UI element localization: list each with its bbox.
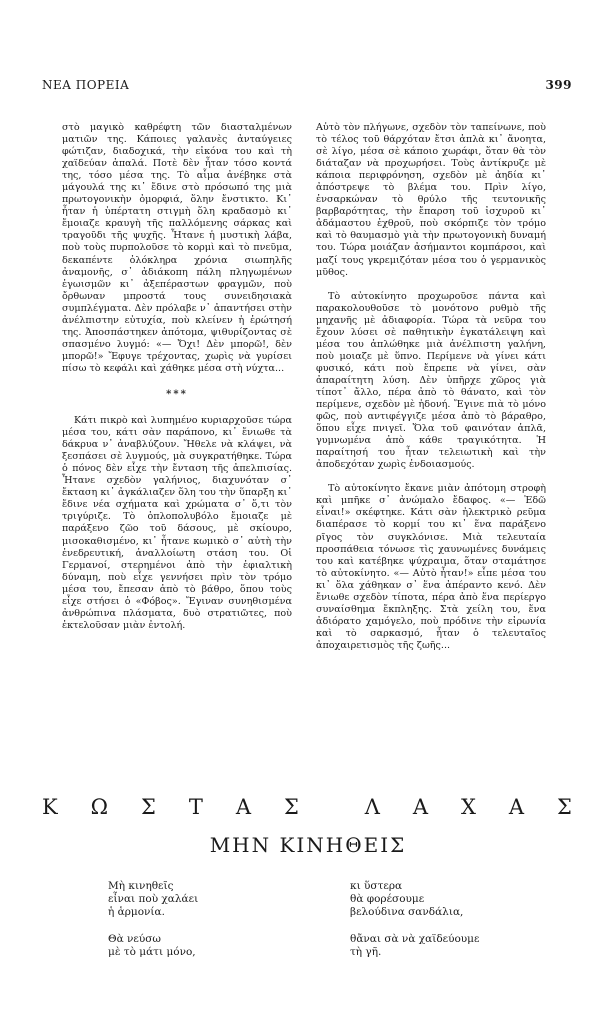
author-letter: Λ xyxy=(364,795,380,819)
verse-line: Θὰ νεύσω xyxy=(108,933,161,945)
left-column xyxy=(62,122,292,632)
poem-author xyxy=(42,795,572,819)
poem-title: ΜΗΝ ΚΙΝΗΘΕΙΣ xyxy=(209,833,407,857)
verse-line: τὴ γῆ. xyxy=(350,946,382,958)
author-letter: Σ xyxy=(283,795,299,819)
author-letter: Σ xyxy=(556,795,572,819)
author-letter: Α xyxy=(235,795,251,819)
verse-line: Μὴ κινηθεῖς xyxy=(108,880,174,892)
journal-title: ΝΕΑ ΠΟΡΕΙΑ xyxy=(42,78,130,92)
section-separator: *** xyxy=(166,388,188,400)
author-letter: Α xyxy=(412,795,428,819)
paragraph: Τὸ αὐτοκίνητο προχωροῦσε πάντα καὶ παρακολουθοῦσε τὸ μονότονο ρυθμὸ τῆς μηχανῆς μὲ ἀδιαφορία. Τώρα τὰ νεῦρα του ἔχουν λύσει σὲ παθητικὴν ἐγκατάλειψη καὶ μέσα του ἁπλώθηκε μιὰ ἀνέλπιστη γαλήνη, ποὺ μοιαζε μὲ ὕπνο. Περίμενε νὰ γίνει κάτι φυσικό, κάτι ποὺ ἔπρεπε νὰ γίνει, σὰν ἀπαραίτητη λύση. Δὲν ὑπῆρχε χῶρος γιὰ τίποτ᾽ ἄλλο, πέρα ἀπὸ τὸ θάνατο, καὶ τὸν περίμενε, σχεδὸν μὲ ἡδονή. Ἔγινε πιὰ τὸ μόνο φῶς, ποὺ αντιφέγγιζε μέσα ἀπὸ τὸ βάραθρο, ὅπου εἶχε πνιγεῖ. Ὅλα τοῦ φαινόταν ἁπλᾶ, γυμνωμένα ἀπὸ κάθε τραγικότητα. Ἡ παραίτησή του ἦταν τελειωτικὴ καὶ τὴν ἀποδεχόταν χωρὶς ἐνδοιασμούς. xyxy=(316,290,546,471)
verse-line: ἡ ἁρμονία. xyxy=(108,906,165,918)
paragraph: στὸ μαγικὸ καθρέφτη τῶν διασταλμένων ματιῶν της. Κάποιες γαλανὲς ἀνταύγειες φώτιζαν, διαδοχικά, τὴν εἰκόνα του καὶ τὴ χαϊδεύαν ἁπαλά. Ποτὲ δὲν ἦταν τόσο κοντά της, τόσο μέσα της. Τὸ αἷμα ἀνέβηκε στὰ μάγουλά της κι᾽ ἔδινε στὸ πρόσωπό της μιὰ πρωτογονικὴν ὀμορφιά, ὅλην ἔνστικτο. Κι᾽ ἦταν ἡ ὑπέρτατη στιγμὴ ὅλη κραδασμὸ κι᾽ ἔμοιαζε κραυγὴ τῆς παλλόμενης σάρκας καὶ τραγοῦδι τῆς ψυχῆς. Ἦτανε ἡ μυστικὴ λάβα, ποὺ τοὺς πυρπολοῦσε τὸ κορμὶ καὶ τὸ πνεῦμα, δεκαπέντε ὁλόκληρα χρόνια σιωπηλῆς ἀναμονῆς, σ᾽ ἀδιάκοπη πάλη πληγωμένων ἐγωισμῶν κι᾽ ἀξεπέραστων φραγμῶν, ποὺ ὄρθωναν μπροστά τους συνειδησιακὰ συμπλέγματα. Δὲν πρόλαβε ν᾽ ἀπαντήσει στὴν ἀνέλπιστην εὐτυχία, ποὺ κλείνεν ἡ ἐρώτησή της. Ἀποσπάστηκεν ἀπότομα, ψιθυρίζοντας σὲ σπασμένο λυγμό: «— Ὄχι! Δὲν μπορῶ!, δὲν μπορῶ!» Ἔφυγε τρέχοντας, χωρὶς νὰ γυρίσει πίσω τὸ κεφάλι καὶ χάθηκε μέσα στὴ νύχτα... xyxy=(62,122,292,374)
author-letter: Α xyxy=(508,795,525,819)
paragraph: Αὐτὸ τὸν πλήγωνε, σχεδὸν τὸν ταπείνωνε, ποὺ τὸ τέλος τοῦ θάρχόταν ἔτσι ἁπλὰ κι᾽ ἄνοητα, σὲ λίγο, μέσα σὲ κάποιο χωράφι, ὅταν θὰ τὸν διάταζαν νὰ προχωρήσει. Τοὺς ἀντίκρυζε μὲ κάποια περιφρόνηση, σχεδὸν μὲ ἀηδία κι᾽ ἀπόστρεψε τὸ βλέμα του. Πρὶν λίγο, ἐνσαρκώναν τὸ θρύλο τῆς τευτονικῆς βαρβαρότητας, τὴν ἔπαρση τοῦ ἰσχυροῦ κι᾽ ἀδάμαστου ἐχθροῦ, ποὺ σκόρπιζε τὸν τρόμο καὶ τὸ θαυμασμὸ γιὰ τὴν πρωτογονικὴ δυναμή του. Τώρα μοιάζαν ἀσήμαντοι κομπάρσοι, καὶ μαζί τους γκρεμιζόταν μέσα του ὁ γερμανικὸς μῦθος. xyxy=(316,122,546,278)
stanza xyxy=(350,880,479,919)
verse-line: θὰ φορέσουμε xyxy=(350,893,425,905)
verse-line: μὲ τὸ μάτι μόνο, xyxy=(108,946,196,958)
author-letter: Χ xyxy=(460,795,476,819)
stanza xyxy=(108,933,198,959)
verse-line: κι ὕστερα xyxy=(350,880,403,892)
author-letter: Σ xyxy=(141,795,156,819)
author-letter: Τ xyxy=(188,795,203,819)
page-number: 399 xyxy=(545,78,572,92)
poem-right-column xyxy=(350,880,479,959)
paragraph: Κάτι πικρὸ καὶ λυπημένο κυριαρχοῦσε τώρα μέσα του, κάτι σὰν παράπονο, κι᾽ ἔνιωθε τὰ δάκρυα ν᾽ ἀναβλύζουν. Ἤθελε νὰ κλάψει, νὰ ξεσπάσει σὲ λυγμούς, μὰ συγκρατήθηκε. Τώρα ὁ πόνος δὲν εἶχε τὴν ἔνταση τῆς ἀπελπισίας. Ἦτανε σχεδὸν γαλήνιος, διαχυνόταν σ᾽ ἔκταση κι᾽ ἀγκάλιαζεν ὅλη του τὴν ὕπαρξη κι᾽ ἔδινε νέα σχήματα καὶ χρώματα σ᾽ ὅ,τι τὸν τριγύριζε. Τὸ ὁπλοπολυβόλο ἔμοιαζε μὲ παράξενο ζῶο τοῦ δάσους, μὲ σκίουρο, μισοκαθισμένο, κι᾽ ἦτανε κωμικὸ σ᾽ αὐτὴ τὴν ἐνεδρευτική, ἀναλλοίωτη στάση του. Οἱ Γερμανοί, στερημένοι ἀπὸ τὴν ἐφιαλτικὴ δύναμη, ποὺ εἶχε γεννήσει πρὶν τὸν τρόμο μέσα του, ἔπεσαν ἀπὸ τὸ βάθρο, ὅπου τοὺς εἶχε στήσει ὁ «Φόβος». Ἔγιναν συνηθισμένα ἀνθρώπινα πλάσματα, δυὸ στρατιῶτες, ποὺ ἐκτελοῦσαν μιὰν ἐντολή. xyxy=(62,415,292,631)
author-letter: Κ xyxy=(42,795,58,819)
stanza xyxy=(350,933,479,959)
paragraph: Τὸ αὐτοκίνητο ἔκανε μιὰν ἀπότομη στροφὴ καὶ μπῆκε σ᾽ ἀνώμαλο ἔδαφος. «— Ἐδῶ εἶναι!» σκέφτηκε. Κάτι σὰν ἠλεκτρικὸ ρεῦμα διαπέρασε τὸ κορμί του κι᾽ ἕνα παράξενο ρῖγος τὸν συγκλόνισε. Μιὰ τελευταία προσπάθεια τόνωσε τὶς χαυνωμένες δυνάμεις του καὶ κατέβηκε ψύχραιμα, ὅταν σταμάτησε τὸ αὐτοκίνητο. «— Αὐτὸ ἦταν!» εἶπε μέσα του κι᾽ ὅλα χάθηκαν σ᾽ ἕνα ἀπέραντο κενό. Δὲν ἔνιωθε σχεδὸν τίποτα, πέρα ἀπὸ ἕνα περίεργο συναίσθημα ἔκπληξης. Στὰ χείλη του, ἕνα ἀδιόρατο χαμόγελο, ποὺ πρόδινε τὴν εἰρωνία καὶ τὸ σαρκασμό, ἦταν ὁ τελευταῖος ἀποχαιρετισμὸς τῆς ζωῆς... xyxy=(316,483,546,651)
verse-line: βελούδινα σανδάλια, xyxy=(350,906,464,918)
stanza xyxy=(108,880,198,919)
verse-line: θἄναι σὰ νὰ χαϊδεύουμε xyxy=(350,933,480,945)
verse-line: εἶναι ποὺ χαλάει xyxy=(108,893,199,905)
poem-left-column xyxy=(108,880,198,959)
author-letter: Ω xyxy=(90,795,109,819)
right-column xyxy=(316,122,546,652)
